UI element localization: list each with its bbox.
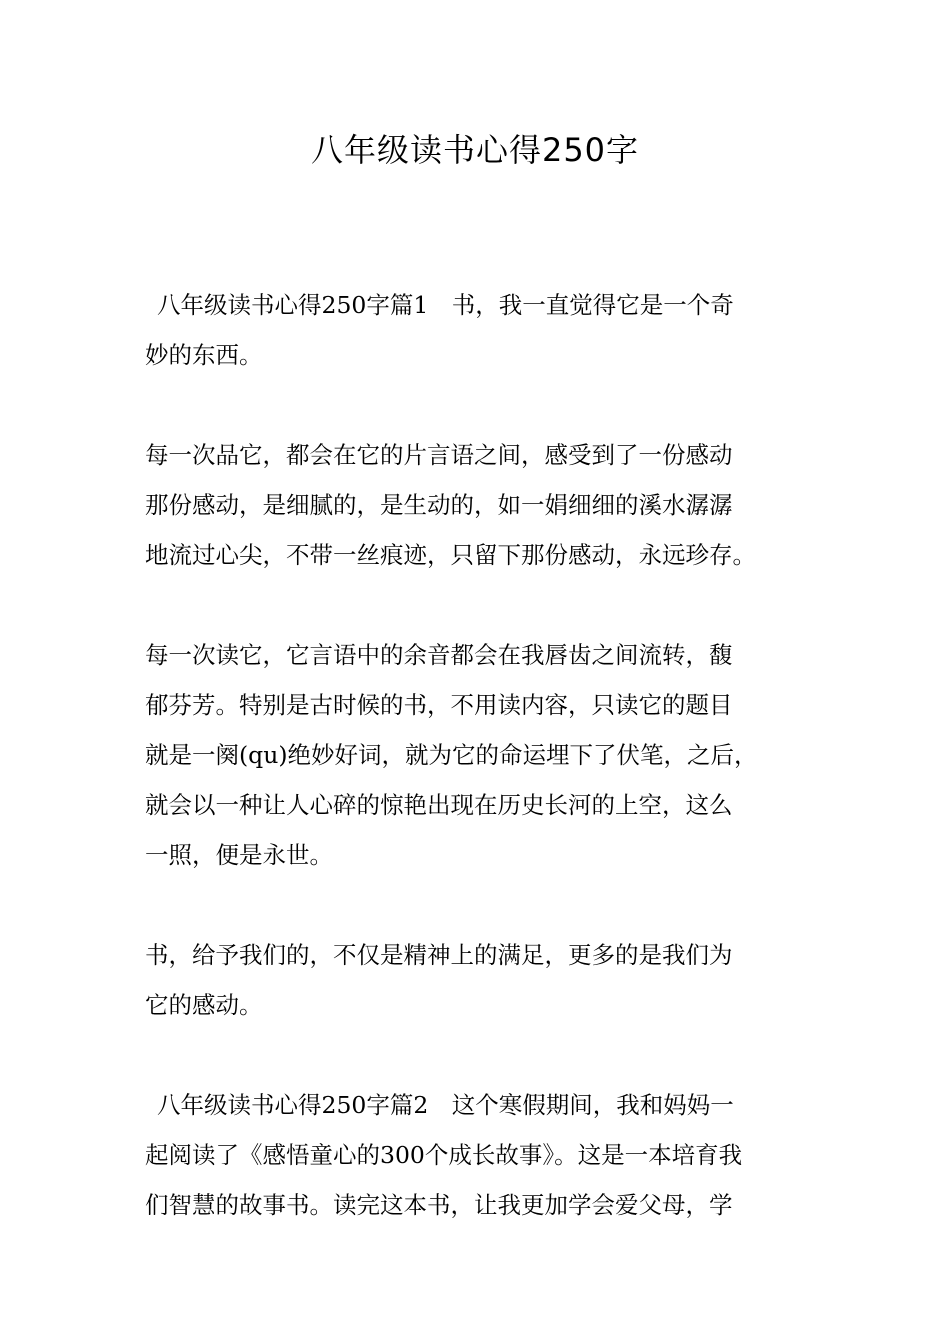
text-line: 那份感动，是细腻的，是生动的，如一娟细细的溪水潺潺 [145, 491, 733, 519]
text-line: 八年级读书心得250字篇1 书，我一直觉得它是一个奇 [157, 291, 734, 319]
page-title: 八年级读书心得250字 [310, 131, 640, 169]
paragraph-4 [145, 930, 825, 1030]
text-line: 郁芬芳。特别是古时候的书，不用读内容，只读它的题目 [145, 691, 733, 719]
text-line: 八年级读书心得250字篇2 这个寒假期间，我和妈妈一 [157, 1091, 734, 1119]
paragraph-2 [145, 430, 825, 580]
text-line: 一照，便是永世。 [145, 841, 333, 869]
paragraph-3 [145, 630, 825, 880]
text-line: 每一次品它，都会在它的片言语之间，感受到了一份感动 [145, 441, 733, 469]
text-line: 地流过心尖，不带一丝痕迹，只留下那份感动，永远珍存。 [145, 541, 756, 569]
paragraph-5 [145, 1080, 825, 1230]
text-line: 每一次读它，它言语中的余音都会在我唇齿之间流转，馥 [145, 641, 733, 669]
paragraph-1 [145, 280, 825, 380]
text-line: 就是一阕(qu)绝妙好词，就为它的命运埋下了伏笔，之后， [145, 741, 758, 769]
document-body [145, 280, 825, 1280]
text-line: 书，给予我们的，不仅是精神上的满足，更多的是我们为 [145, 941, 733, 969]
text-line: 妙的东西。 [145, 341, 263, 369]
text-line: 就会以一种让人心碎的惊艳出现在历史长河的上空，这么 [145, 791, 733, 819]
text-line: 们智慧的故事书。读完这本书，让我更加学会爱父母，学 [145, 1191, 733, 1219]
text-line: 起阅读了《感悟童心的300个成长故事》。这是一本培育我 [145, 1141, 743, 1169]
text-line: 它的感动。 [145, 991, 263, 1019]
